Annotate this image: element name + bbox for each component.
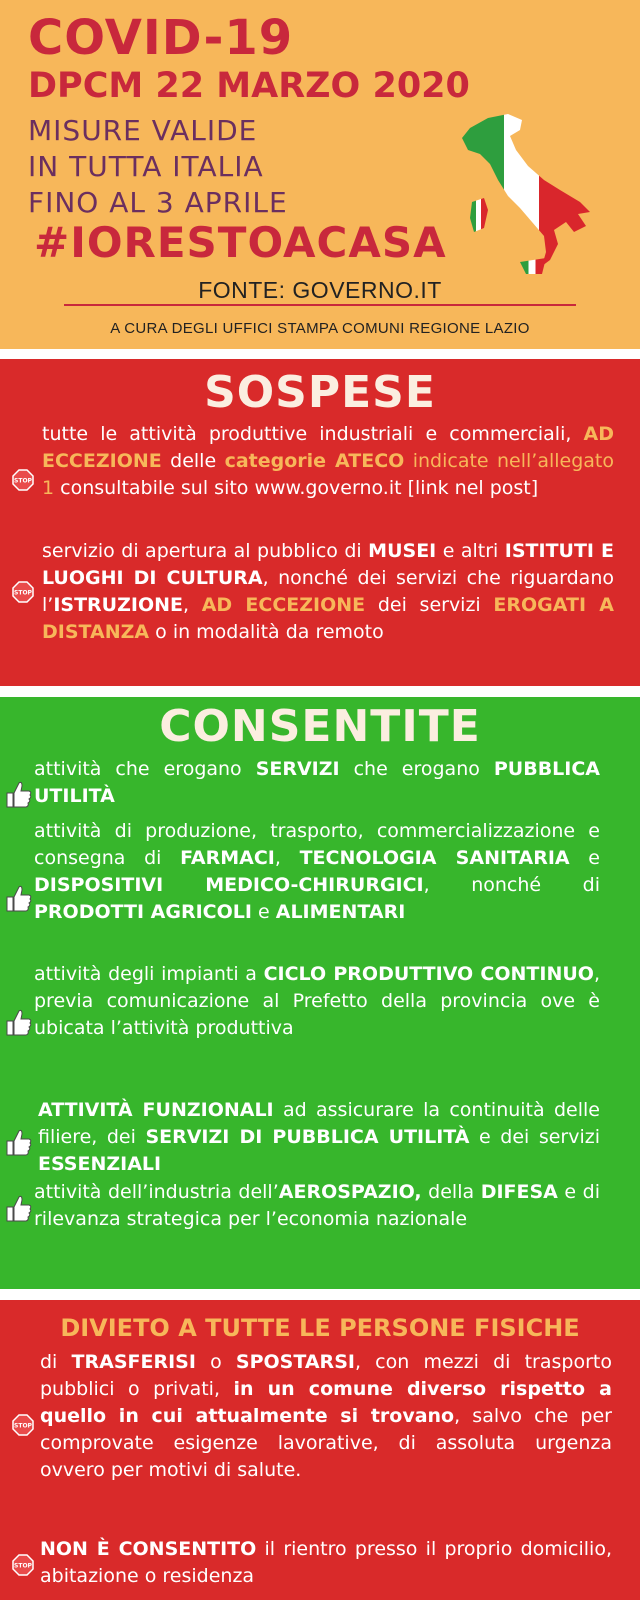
consentite-section [0,697,640,1289]
credit-label: A CURA DEGLI UFFICI STAMPA COMUNI REGIONE LAZIO [110,320,530,337]
thumbs-up-icon [4,779,32,809]
subtitle-line-3: FINO AL 3 APRILE [28,186,288,219]
hashtag: #IORESTOACASA [34,218,447,267]
thumbs-up-icon [4,1193,32,1223]
thumbs-up-icon [4,883,32,913]
sospese-title: SOSPESE [204,367,436,418]
subtitle-line-1: MISURE VALIDE [28,114,258,147]
sospese-item: tutte le attività produttive industriali e commerciali, AD ECCEZIONE delle categorie ATECO indicate nell’allegato 1 consultabile sul sito www.governo.it [link nel post] [42,423,615,499]
consentite-item: attività che erogano SERVIZI che erogano PUBBLICA UTILITÀ [34,758,601,807]
stop-sign-icon [12,1414,34,1436]
divieto-item: NON È CONSENTITO il rientro presso il proprio domicilio, abitazione o residenza [40,1538,612,1587]
consentite-title: CONSENTITE [159,701,481,752]
stop-sign-icon [12,581,34,603]
stop-sign-text: STOP [14,1562,32,1570]
stop-sign-text: STOP [14,477,32,485]
stop-sign-icon [12,469,34,491]
divieto-section [0,1300,640,1600]
sospese-section [0,359,640,686]
divider [64,304,576,306]
consentite-item: ATTIVITÀ FUNZIONALI ad assicurare la continuità delle filiere, dei SERVIZI DI PUBBLICA UTILITÀ e dei servizi ESSENZIALI [38,1099,600,1175]
consentite-item: attività di produzione, trasporto, commercializzazione e consegna di FARMACI, TECNOLOGIA SANITARIA e DISPOSITIVI MEDICO-CHIRURGICI, nonché di PRODOTTI AGRICOLI e ALIMENTARI [34,820,600,923]
consentite-item: attività dell’industria dell’AEROSPAZIO, della DIFESA e di rilevanza strategica per l’economia nazionale [34,1181,601,1230]
stop-sign-text: STOP [14,1422,32,1430]
sospese-item: servizio di apertura al pubblico di MUSEI e altri ISTITUTI E LUOGHI DI CULTURA, nonché dei servizi che riguardano l’ISTRUZIONE, AD ECCEZIONE dei servizi EROGATI A DISTANZA o in modalità da remoto [42,540,614,643]
subtitle-line-2: IN TUTTA ITALIA [28,150,264,183]
source-label: FONTE: GOVERNO.IT [198,277,442,303]
decree-title: DPCM 22 MARZO 2020 [28,66,470,106]
divieto-item: di TRASFERISI o SPOSTARSI, con mezzi di trasporto pubblici o privati, in un comune diverso rispetto a quello in cui attualmente si trovano, salvo che per comprovate esigenze lavorative, di assoluta urgenza ovvero per motivi di salute. [40,1351,612,1481]
thumbs-up-icon [4,1127,32,1157]
main-title: COVID-19 [28,10,294,66]
italy-map-icon [450,110,600,280]
stop-sign-text: STOP [14,589,32,597]
thumbs-up-icon [4,1007,32,1037]
header-section [0,0,640,349]
consentite-item: attività degli impianti a CICLO PRODUTTIVO CONTINUO, previa comunicazione al Prefetto della provincia ove è ubicata l’attività produttiva [34,963,600,1039]
divieto-title: DIVIETO A TUTTE LE PERSONE FISICHE [60,1314,580,1342]
stop-sign-icon [12,1554,34,1576]
